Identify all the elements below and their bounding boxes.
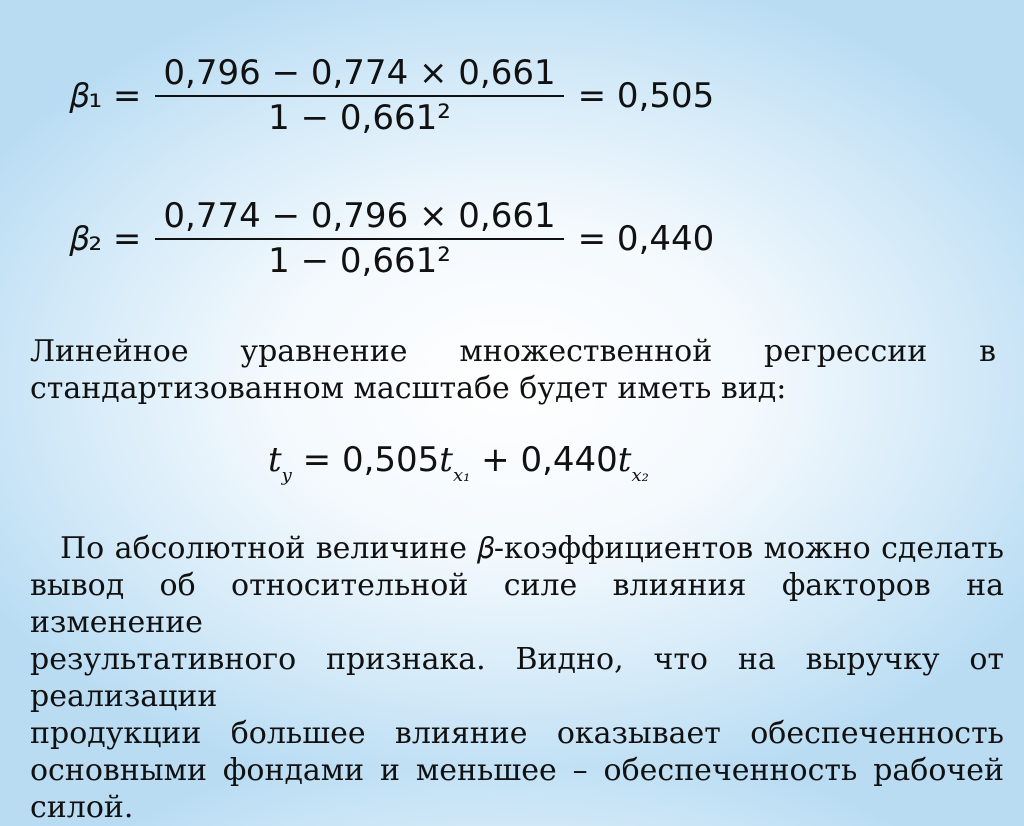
- formula-sub-x1: 𝑥₁: [452, 465, 471, 486]
- formula-beta2-denominator: 1 − 0,661²: [268, 240, 451, 281]
- paragraph-line: вывод об относительной силе влияния факторов на изменение: [30, 568, 1004, 640]
- formula-beta2-result: = 0,440: [577, 218, 715, 259]
- formula-beta2-lhs: 𝛽₂ =: [70, 218, 142, 259]
- paragraph-regression-intro: [30, 333, 996, 407]
- paragraph-line: Линейное уравнение множественной регрессии в: [30, 334, 996, 369]
- formula-coef1: = 0,505: [291, 440, 440, 480]
- formula-beta1-denominator: 1 − 0,661²: [268, 97, 451, 138]
- formula-sub-y: 𝑦: [281, 465, 292, 486]
- formula-beta1: [70, 52, 714, 139]
- paragraph-line: основными фондами и меньшее – обеспеченность рабочей силой.: [30, 753, 1004, 825]
- formula-beta1-fraction: [155, 52, 563, 139]
- formula-t-x1: 𝑡: [439, 440, 453, 480]
- paragraph-conclusion: [30, 530, 1004, 826]
- formula-beta2: [70, 195, 714, 282]
- formula-beta2-fraction: [155, 195, 563, 282]
- formula-t-x2: 𝑡: [617, 440, 632, 480]
- formula-sub-x2: 𝑥₂: [631, 465, 649, 486]
- formula-standardized-equation: [268, 440, 649, 486]
- formula-beta1-numerator: 0,796 − 0,774 × 0,661: [163, 53, 556, 93]
- paragraph-line: продукции большее влияние оказывает обеспеченность: [30, 716, 1004, 751]
- paragraph-line: результативного признака. Видно, что на выручку от реализации: [30, 642, 1004, 714]
- formula-coef2: + 0,440: [470, 440, 618, 480]
- formula-beta2-numerator: 0,774 − 0,796 × 0,661: [163, 196, 556, 236]
- formula-beta1-lhs: 𝛽₁ =: [70, 75, 142, 116]
- formula-t-y: 𝑡: [268, 440, 282, 480]
- paragraph-line: стандартизованном масштабе будет иметь вид:: [30, 371, 787, 406]
- paragraph-line: По абсолютной величине 𝛽-коэффициентов можно сделать: [60, 531, 1004, 566]
- formula-beta1-result: = 0,505: [577, 75, 715, 116]
